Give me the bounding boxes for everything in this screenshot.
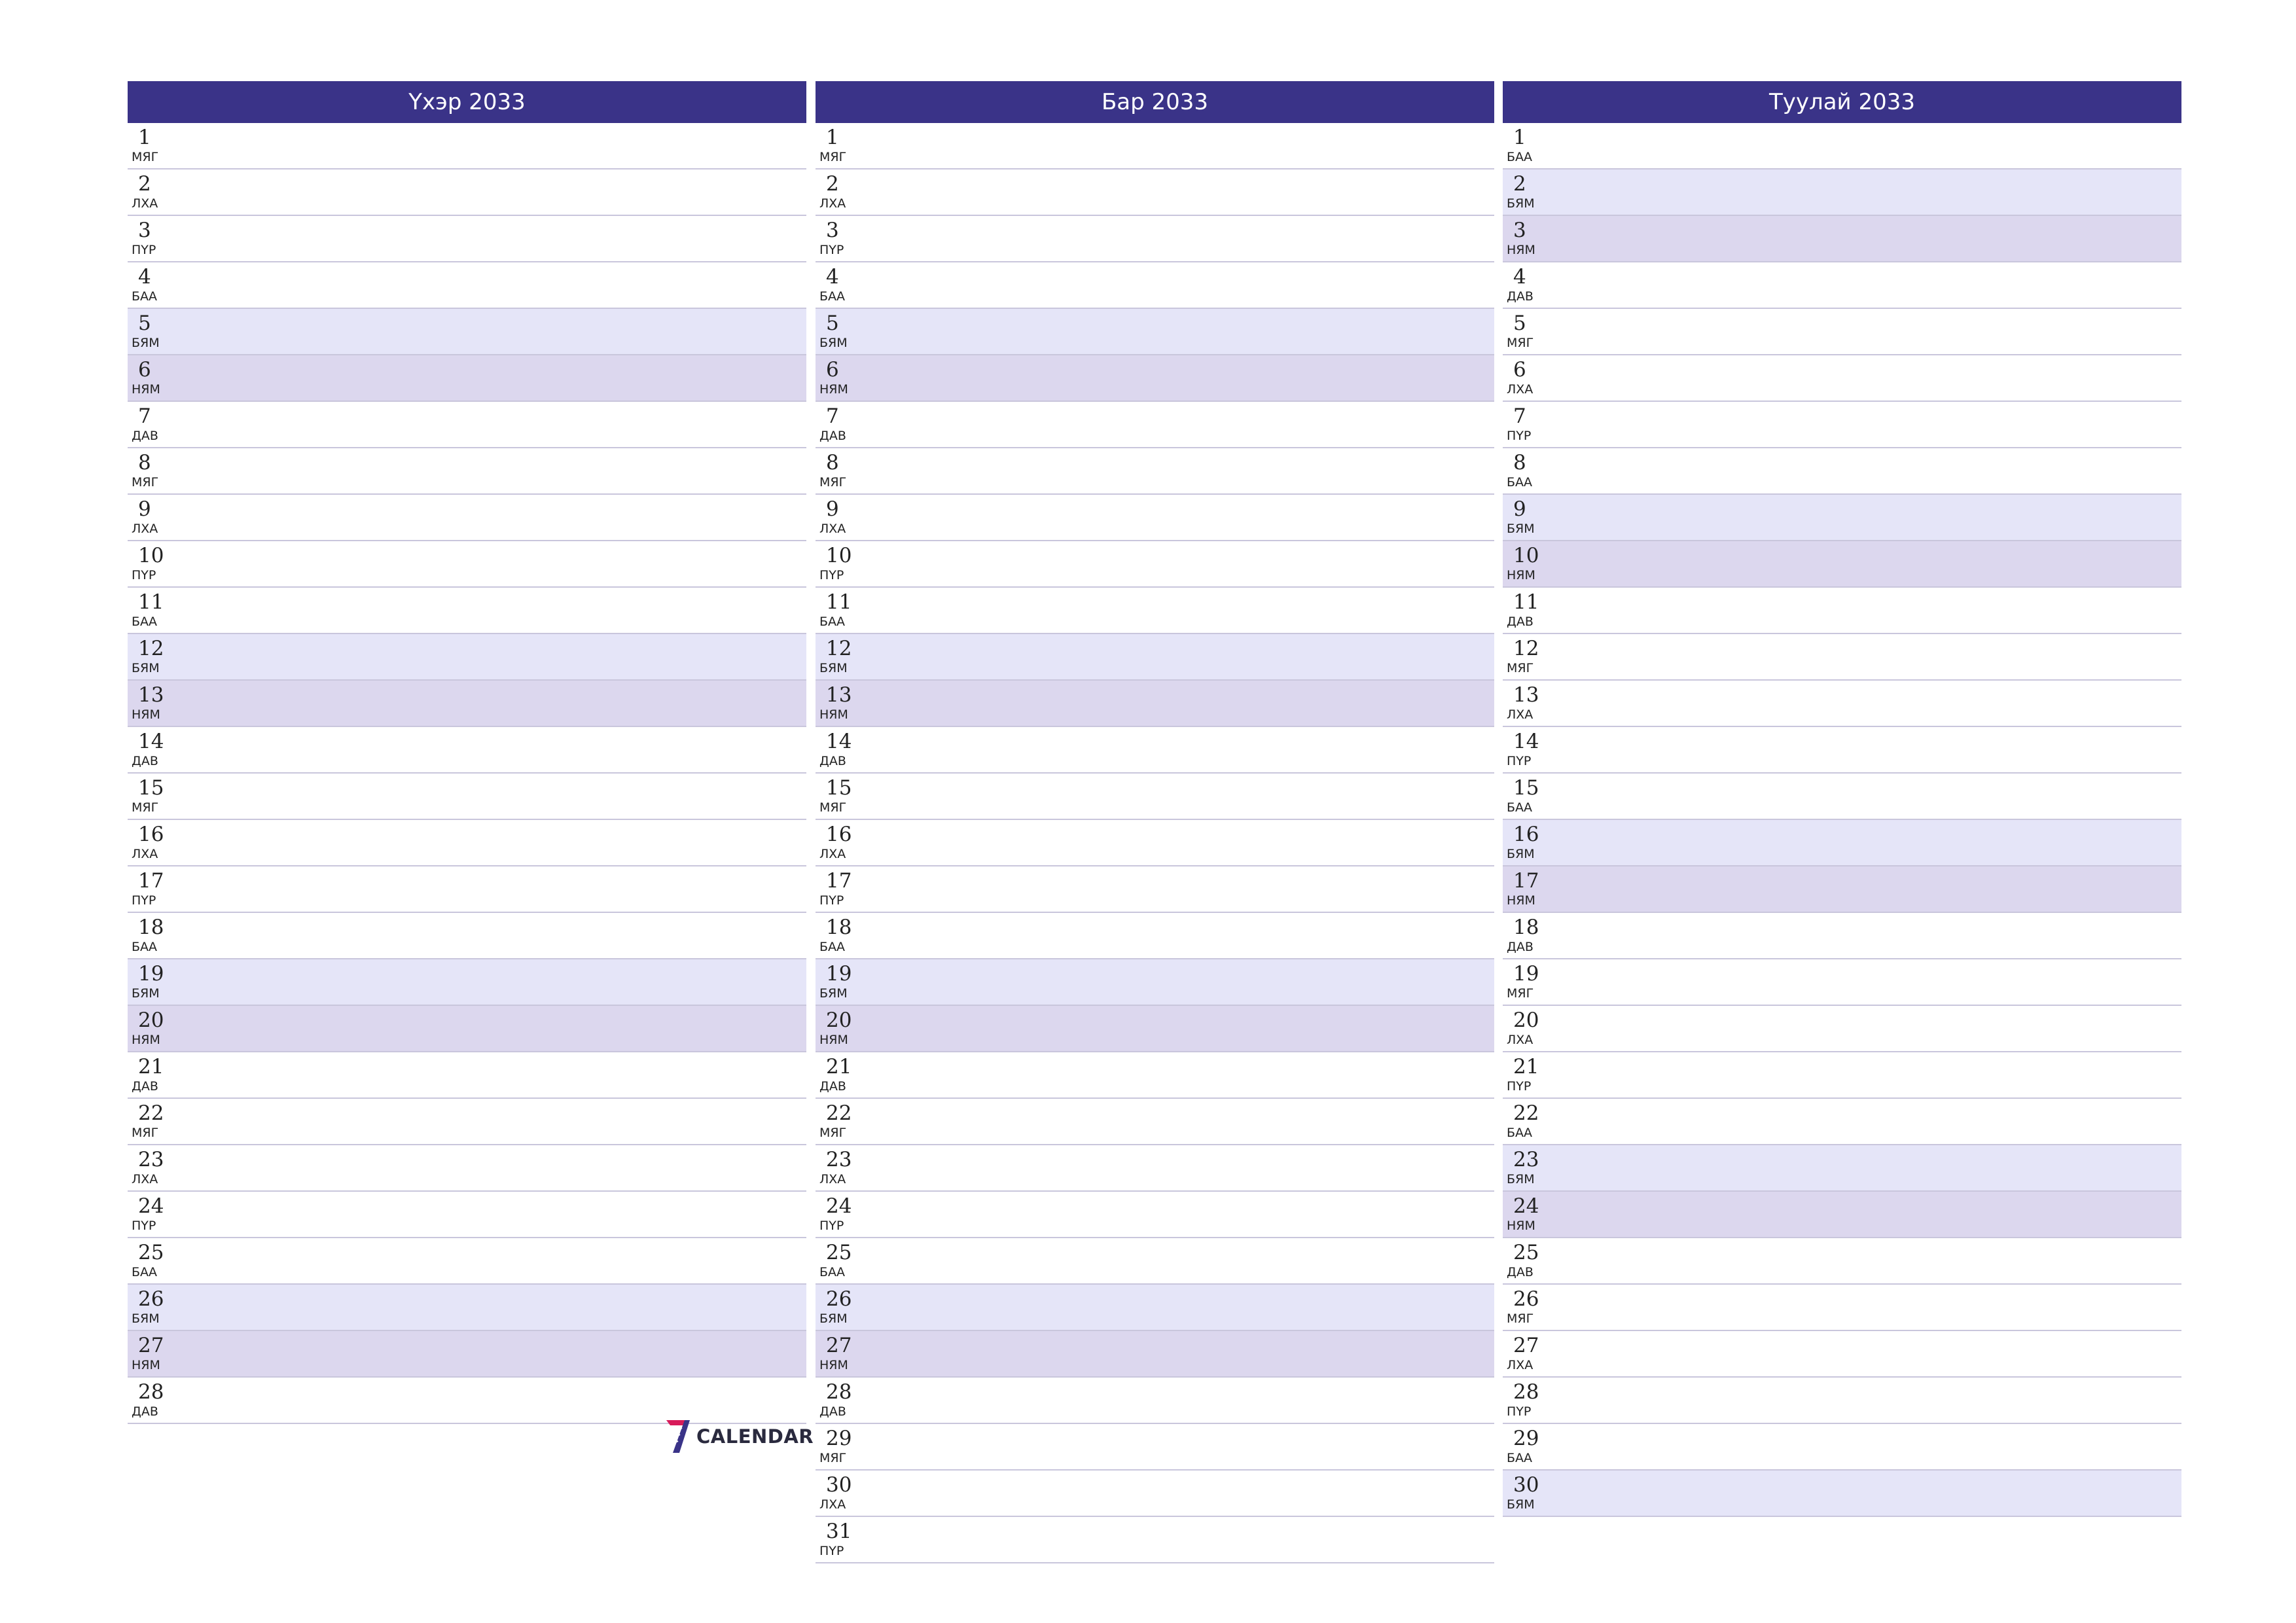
day-row	[128, 1006, 806, 1052]
day-row	[1503, 169, 2181, 216]
day-row	[1503, 402, 2181, 448]
day-number: 2	[138, 172, 151, 196]
day-row	[1503, 309, 2181, 355]
day-row	[1503, 1099, 2181, 1145]
day-number: 30	[1513, 1473, 1539, 1497]
weekday-label: БЯМ	[1507, 1497, 1535, 1512]
day-number: 12	[138, 637, 164, 660]
day-number: 24	[1513, 1194, 1539, 1218]
day-number: 16	[138, 823, 164, 846]
day-row	[1503, 541, 2181, 588]
day-number: 5	[826, 312, 839, 335]
weekday-label: ДАВ	[819, 429, 846, 443]
day-row	[816, 1238, 1494, 1285]
day-number: 22	[826, 1101, 852, 1125]
weekday-label: ПҮР	[1507, 754, 1532, 768]
day-number: 18	[1513, 916, 1539, 939]
weekday-label: ПҮР	[819, 893, 844, 908]
day-row	[128, 355, 806, 402]
day-number: 16	[1513, 823, 1539, 846]
day-row	[816, 216, 1494, 262]
weekday-label: БАА	[819, 289, 846, 304]
day-number: 27	[138, 1334, 164, 1357]
seven-logo-icon	[665, 1419, 691, 1454]
logo-text: CALENDAR	[696, 1425, 814, 1448]
day-row	[816, 681, 1494, 727]
day-row	[816, 774, 1494, 820]
day-number: 7	[826, 404, 839, 428]
day-row	[128, 1192, 806, 1238]
day-number: 28	[826, 1380, 852, 1404]
weekday-label: БАА	[819, 1265, 846, 1279]
day-row	[816, 634, 1494, 681]
day-row	[128, 169, 806, 216]
day-row	[816, 1471, 1494, 1517]
weekday-label: ДАВ	[132, 1079, 158, 1094]
day-number: 1	[138, 126, 151, 149]
day-number: 22	[1513, 1101, 1539, 1125]
weekday-label: ЛХА	[819, 196, 846, 211]
weekday-label: МЯГ	[132, 1126, 159, 1140]
weekday-label: МЯГ	[132, 475, 159, 490]
day-number: 29	[826, 1427, 852, 1450]
day-number: 10	[1513, 544, 1539, 567]
day-number: 3	[1513, 219, 1526, 242]
day-row	[1503, 1145, 2181, 1192]
day-row	[1503, 1471, 2181, 1517]
day-row	[1503, 634, 2181, 681]
day-number: 25	[826, 1241, 852, 1264]
day-row	[1503, 1331, 2181, 1378]
day-row	[816, 495, 1494, 541]
weekday-label: ЛХА	[819, 1172, 846, 1186]
day-row	[128, 959, 806, 1006]
day-number: 24	[138, 1194, 164, 1218]
day-number: 31	[826, 1520, 852, 1543]
month-header: Бар 2033	[816, 81, 1494, 123]
day-row	[128, 495, 806, 541]
weekday-label: БЯМ	[819, 336, 848, 350]
day-number: 22	[138, 1101, 164, 1125]
day-number: 27	[1513, 1334, 1539, 1357]
day-number: 12	[826, 637, 852, 660]
day-row	[1503, 1285, 2181, 1331]
day-row	[1503, 216, 2181, 262]
day-row	[1503, 448, 2181, 495]
month-header: Үхэр 2033	[128, 81, 806, 123]
day-row	[1503, 1424, 2181, 1471]
day-row	[128, 1052, 806, 1099]
day-row	[816, 1099, 1494, 1145]
day-number: 3	[138, 219, 151, 242]
day-number: 24	[826, 1194, 852, 1218]
day-number: 6	[138, 358, 151, 382]
day-number: 11	[1513, 590, 1539, 614]
day-number: 4	[138, 265, 151, 289]
weekday-label: НЯМ	[1507, 568, 1535, 582]
day-row	[1503, 1378, 2181, 1424]
weekday-label: БЯМ	[819, 1311, 848, 1326]
day-row	[1503, 727, 2181, 774]
weekday-label: ДАВ	[819, 754, 846, 768]
day-number: 4	[826, 265, 839, 289]
weekday-label: БАА	[132, 940, 158, 954]
day-number: 25	[138, 1241, 164, 1264]
weekday-label: ДАВ	[1507, 615, 1534, 629]
day-number: 15	[138, 776, 164, 800]
day-row	[1503, 123, 2181, 169]
weekday-label: ПҮР	[132, 1219, 156, 1233]
day-number: 17	[138, 869, 164, 893]
day-row	[816, 309, 1494, 355]
day-row	[128, 681, 806, 727]
weekday-label: ЛХА	[819, 847, 846, 861]
weekday-label: НЯМ	[819, 382, 848, 397]
day-row	[816, 1378, 1494, 1424]
day-number: 6	[1513, 358, 1526, 382]
day-row	[1503, 495, 2181, 541]
weekday-label: МЯГ	[819, 150, 847, 164]
weekday-label: БЯМ	[1507, 1172, 1535, 1186]
weekday-label: НЯМ	[1507, 243, 1535, 257]
weekday-label: НЯМ	[819, 1358, 848, 1372]
weekday-label: БАА	[132, 615, 158, 629]
day-row	[128, 1331, 806, 1378]
day-row	[816, 1424, 1494, 1471]
day-number: 28	[1513, 1380, 1539, 1404]
day-number: 5	[138, 312, 151, 335]
day-row	[128, 820, 806, 866]
day-row	[1503, 355, 2181, 402]
day-number: 16	[826, 823, 852, 846]
day-row	[816, 355, 1494, 402]
day-row	[816, 1517, 1494, 1563]
weekday-label: БЯМ	[1507, 847, 1535, 861]
day-number: 17	[826, 869, 852, 893]
weekday-label: ЛХА	[1507, 1033, 1534, 1047]
day-number: 11	[826, 590, 852, 614]
weekday-label: ПҮР	[132, 243, 156, 257]
weekday-label: МЯГ	[819, 1451, 847, 1465]
day-number: 15	[1513, 776, 1539, 800]
weekday-label: ДАВ	[132, 1404, 158, 1419]
day-row	[1503, 681, 2181, 727]
weekday-label: БАА	[1507, 1451, 1533, 1465]
day-number: 21	[1513, 1055, 1539, 1079]
day-number: 20	[826, 1008, 852, 1032]
weekday-label: БАА	[819, 940, 846, 954]
weekday-label: ДАВ	[819, 1079, 846, 1094]
day-row	[816, 959, 1494, 1006]
day-number: 4	[1513, 265, 1526, 289]
day-number: 2	[1513, 172, 1526, 196]
day-number: 9	[826, 497, 839, 521]
day-row	[128, 1378, 806, 1424]
day-row	[816, 1006, 1494, 1052]
day-row	[1503, 588, 2181, 634]
day-number: 27	[826, 1334, 852, 1357]
day-number: 13	[138, 683, 164, 707]
weekday-label: МЯГ	[819, 800, 847, 815]
day-row	[128, 1285, 806, 1331]
day-number: 6	[826, 358, 839, 382]
day-number: 1	[826, 126, 839, 149]
day-row	[128, 309, 806, 355]
day-row	[816, 727, 1494, 774]
day-row	[128, 402, 806, 448]
day-number: 15	[826, 776, 852, 800]
day-row	[1503, 774, 2181, 820]
day-number: 23	[826, 1148, 852, 1171]
weekday-label: ЛХА	[1507, 1358, 1534, 1372]
day-number: 30	[826, 1473, 852, 1497]
weekday-label: ПҮР	[132, 893, 156, 908]
day-row	[816, 262, 1494, 309]
weekday-label: БЯМ	[132, 336, 160, 350]
day-row	[816, 866, 1494, 913]
weekday-label: ЛХА	[132, 1172, 158, 1186]
weekday-label: НЯМ	[132, 707, 160, 722]
weekday-label: БАА	[1507, 1126, 1533, 1140]
weekday-label: МЯГ	[132, 800, 159, 815]
weekday-label: ЛХА	[132, 847, 158, 861]
day-number: 26	[1513, 1287, 1539, 1311]
weekday-label: НЯМ	[132, 1033, 160, 1047]
month-header: Туулай 2033	[1503, 81, 2181, 123]
weekday-label: НЯМ	[819, 707, 848, 722]
day-number: 9	[1513, 497, 1526, 521]
weekday-label: МЯГ	[819, 475, 847, 490]
day-number: 12	[1513, 637, 1539, 660]
day-row	[816, 820, 1494, 866]
day-row	[128, 913, 806, 959]
weekday-label: БАА	[819, 615, 846, 629]
day-number: 21	[138, 1055, 164, 1079]
weekday-label: МЯГ	[132, 150, 159, 164]
weekday-label: МЯГ	[1507, 986, 1534, 1001]
day-number: 10	[138, 544, 164, 567]
day-row	[1503, 262, 2181, 309]
weekday-label: ПҮР	[132, 568, 156, 582]
day-number: 14	[138, 730, 164, 753]
weekday-label: ЛХА	[819, 1497, 846, 1512]
day-number: 14	[1513, 730, 1539, 753]
day-row	[816, 402, 1494, 448]
day-number: 28	[138, 1380, 164, 1404]
weekday-label: ДАВ	[132, 429, 158, 443]
day-number: 13	[1513, 683, 1539, 707]
day-row	[128, 123, 806, 169]
day-row	[816, 1331, 1494, 1378]
weekday-label: ЛХА	[1507, 707, 1534, 722]
day-number: 10	[826, 544, 852, 567]
weekday-label: ПҮР	[1507, 429, 1532, 443]
day-number: 2	[826, 172, 839, 196]
day-number: 18	[138, 916, 164, 939]
day-row	[1503, 820, 2181, 866]
weekday-label: НЯМ	[132, 382, 160, 397]
day-row	[816, 448, 1494, 495]
weekday-label: БАА	[1507, 800, 1533, 815]
day-number: 11	[138, 590, 164, 614]
day-row	[128, 1099, 806, 1145]
day-number: 23	[138, 1148, 164, 1171]
day-list	[128, 123, 806, 1424]
day-row	[816, 169, 1494, 216]
day-number: 14	[826, 730, 852, 753]
weekday-label: ПҮР	[1507, 1404, 1532, 1419]
weekday-label: НЯМ	[1507, 1219, 1535, 1233]
day-row	[128, 216, 806, 262]
day-row	[128, 588, 806, 634]
month-column-2	[816, 81, 1494, 1563]
day-row	[816, 541, 1494, 588]
day-row	[1503, 1192, 2181, 1238]
weekday-label: ПҮР	[819, 568, 844, 582]
day-row	[816, 913, 1494, 959]
weekday-label: БАА	[1507, 475, 1533, 490]
day-number: 8	[138, 451, 151, 474]
day-number: 9	[138, 497, 151, 521]
weekday-label: БЯМ	[819, 661, 848, 675]
day-number: 5	[1513, 312, 1526, 335]
weekday-label: БЯМ	[1507, 196, 1535, 211]
weekday-label: МЯГ	[1507, 1311, 1534, 1326]
day-number: 7	[138, 404, 151, 428]
day-list	[816, 123, 1494, 1563]
weekday-label: ПҮР	[819, 243, 844, 257]
day-row	[128, 262, 806, 309]
day-row	[816, 1052, 1494, 1099]
day-row	[128, 541, 806, 588]
day-number: 25	[1513, 1241, 1539, 1264]
weekday-label: НЯМ	[819, 1033, 848, 1047]
weekday-label: ЛХА	[1507, 382, 1534, 397]
day-row	[1503, 1052, 2181, 1099]
day-row	[128, 866, 806, 913]
day-row	[816, 1145, 1494, 1192]
weekday-label: ДАВ	[819, 1404, 846, 1419]
weekday-label: БАА	[132, 289, 158, 304]
day-number: 26	[826, 1287, 852, 1311]
weekday-label: БЯМ	[132, 1311, 160, 1326]
day-row	[1503, 959, 2181, 1006]
day-row	[128, 448, 806, 495]
weekday-label: МЯГ	[1507, 336, 1534, 350]
day-number: 19	[138, 962, 164, 986]
month-column-3	[1503, 81, 2181, 1517]
weekday-label: ПҮР	[819, 1544, 844, 1558]
day-number: 19	[1513, 962, 1539, 986]
day-number: 20	[138, 1008, 164, 1032]
weekday-label: ДАВ	[132, 754, 158, 768]
day-row	[816, 1192, 1494, 1238]
day-row	[816, 123, 1494, 169]
weekday-label: БЯМ	[132, 661, 160, 675]
day-row	[128, 774, 806, 820]
day-row	[816, 1285, 1494, 1331]
weekday-label: ЛХА	[819, 522, 846, 536]
day-row	[128, 634, 806, 681]
weekday-label: ДАВ	[1507, 1265, 1534, 1279]
weekday-label: БАА	[132, 1265, 158, 1279]
day-number: 19	[826, 962, 852, 986]
day-number: 29	[1513, 1427, 1539, 1450]
day-number: 8	[826, 451, 839, 474]
weekday-label: БЯМ	[1507, 522, 1535, 536]
weekday-label: ЛХА	[132, 522, 158, 536]
weekday-label: БЯМ	[819, 986, 848, 1001]
day-number: 18	[826, 916, 852, 939]
day-row	[128, 1145, 806, 1192]
weekday-label: ЛХА	[132, 196, 158, 211]
weekday-label: ПҮР	[819, 1219, 844, 1233]
brand-logo	[665, 1419, 814, 1454]
day-row	[128, 727, 806, 774]
day-row	[1503, 1006, 2181, 1052]
day-list	[1503, 123, 2181, 1517]
weekday-label: МЯГ	[819, 1126, 847, 1140]
day-number: 17	[1513, 869, 1539, 893]
day-number: 13	[826, 683, 852, 707]
day-row	[1503, 1238, 2181, 1285]
day-number: 7	[1513, 404, 1526, 428]
weekday-label: НЯМ	[1507, 893, 1535, 908]
day-number: 3	[826, 219, 839, 242]
day-number: 1	[1513, 126, 1526, 149]
day-row	[1503, 866, 2181, 913]
day-row	[128, 1238, 806, 1285]
day-number: 21	[826, 1055, 852, 1079]
weekday-label: ПҮР	[1507, 1079, 1532, 1094]
weekday-label: ДАВ	[1507, 940, 1534, 954]
weekday-label: БАА	[1507, 150, 1533, 164]
day-row	[1503, 913, 2181, 959]
weekday-label: НЯМ	[132, 1358, 160, 1372]
day-row	[816, 588, 1494, 634]
month-column-1	[128, 81, 806, 1424]
day-number: 26	[138, 1287, 164, 1311]
day-number: 8	[1513, 451, 1526, 474]
weekday-label: МЯГ	[1507, 661, 1534, 675]
day-number: 23	[1513, 1148, 1539, 1171]
weekday-label: БЯМ	[132, 986, 160, 1001]
day-number: 20	[1513, 1008, 1539, 1032]
weekday-label: ДАВ	[1507, 289, 1534, 304]
